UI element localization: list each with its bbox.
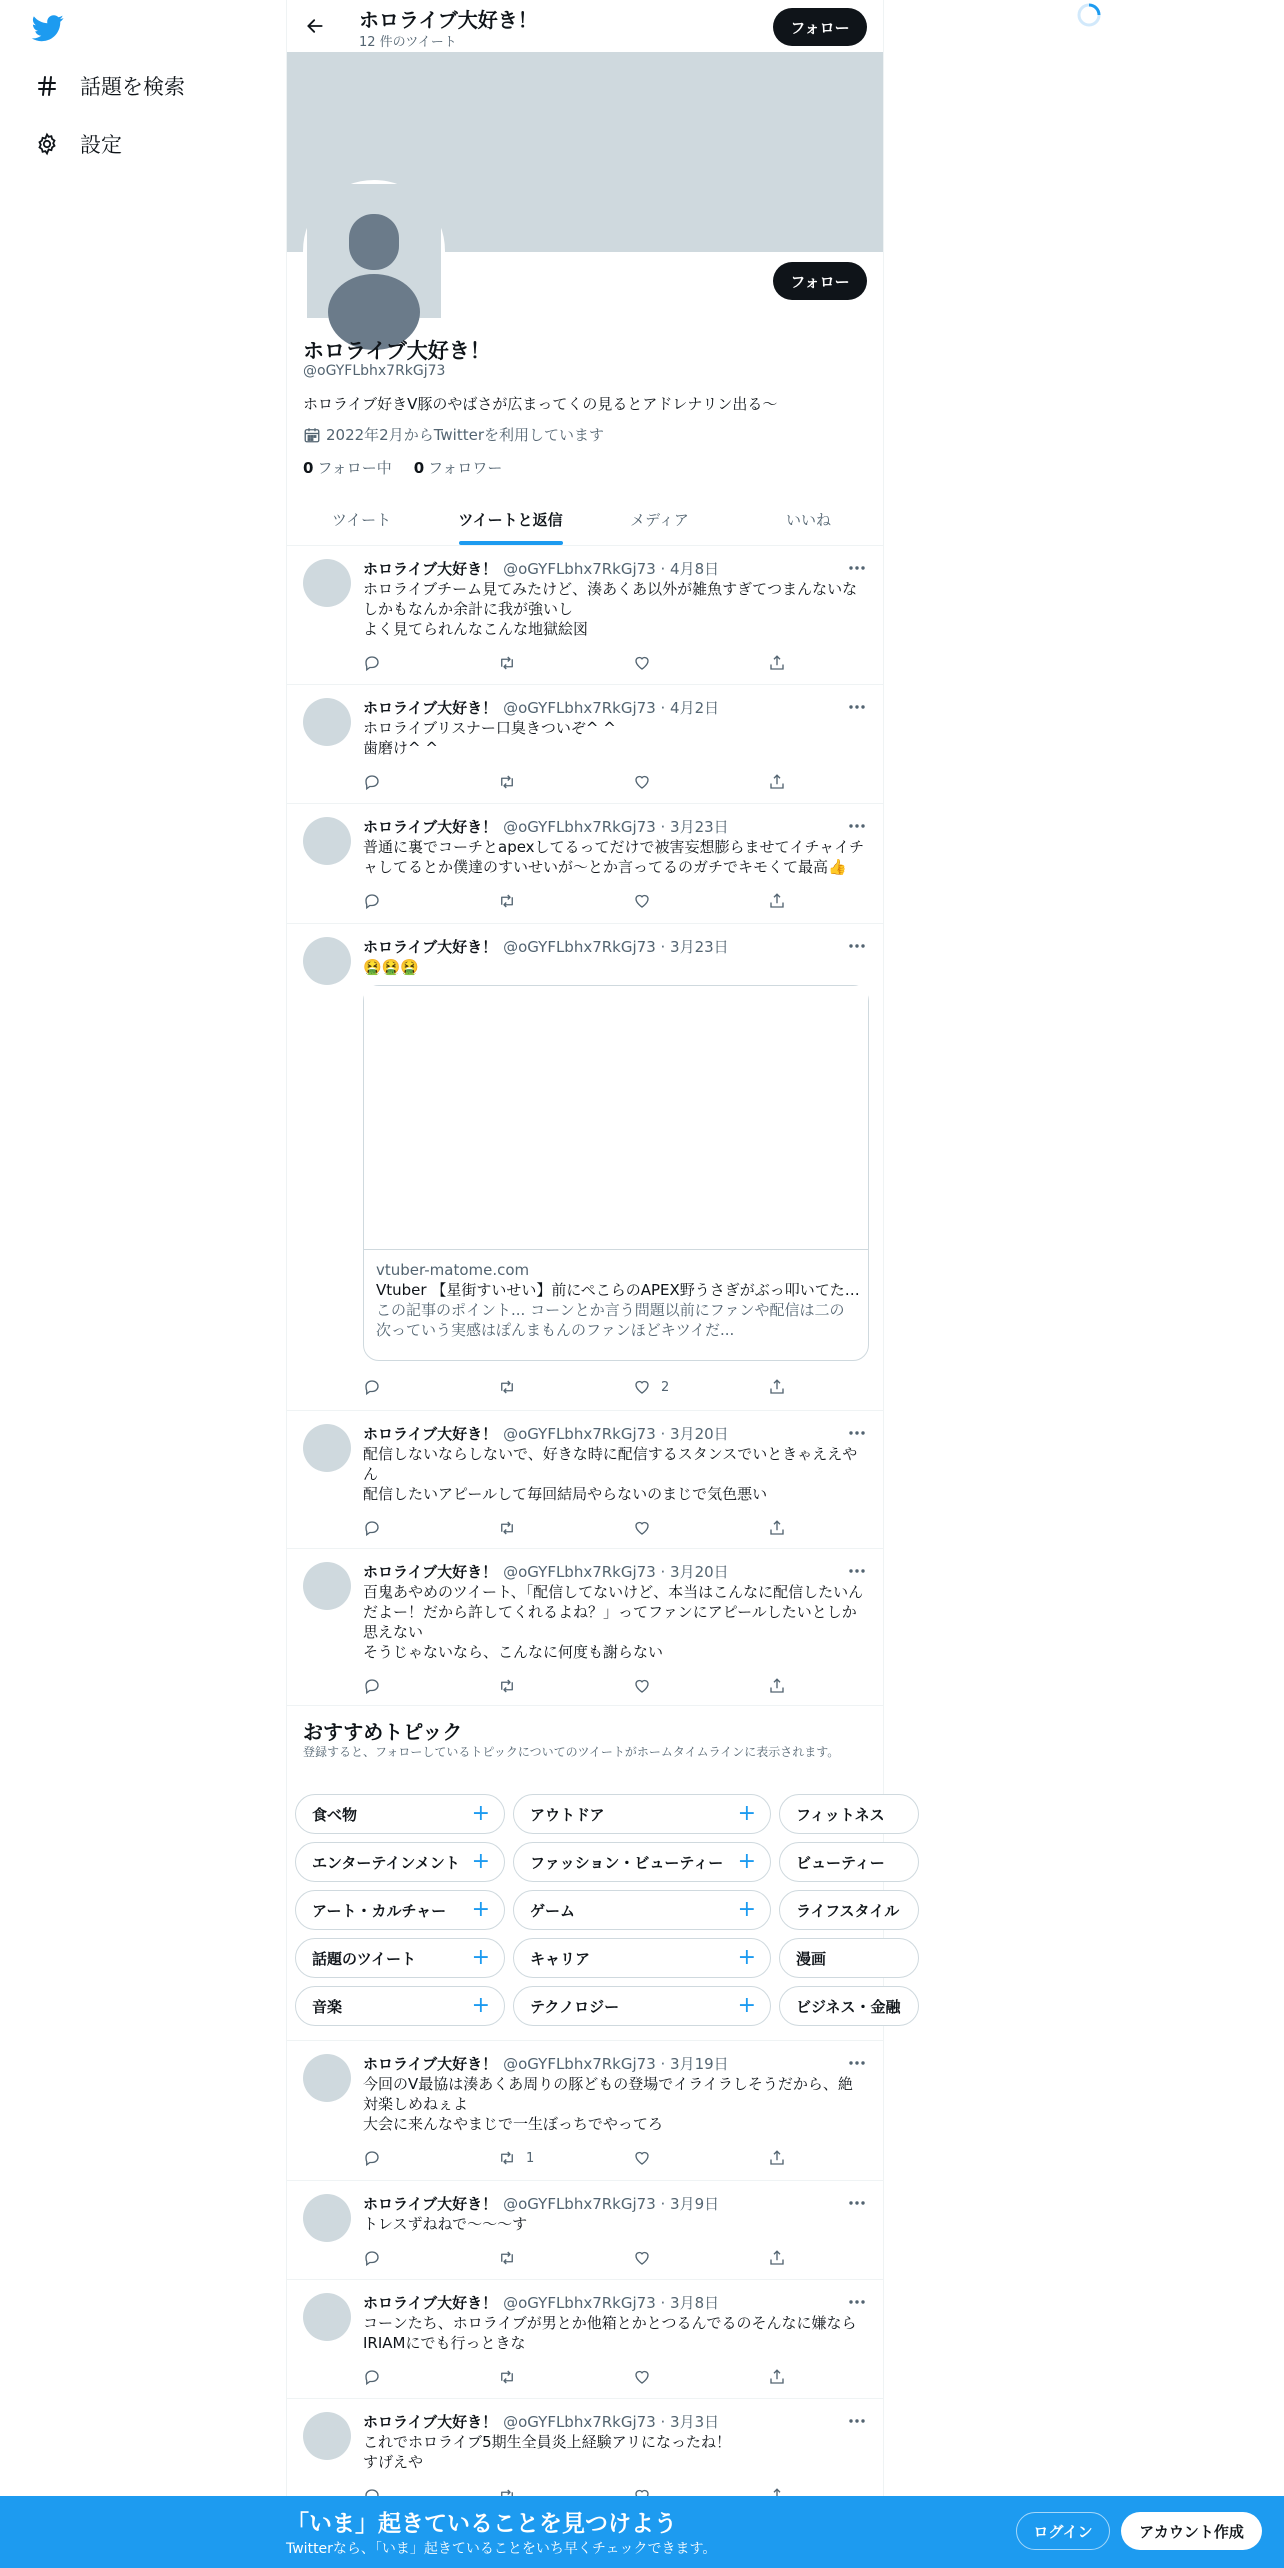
tab-likes[interactable]: いいね (785, 511, 831, 529)
plus-icon: + (737, 1945, 756, 1970)
like-button[interactable] (633, 889, 768, 913)
share-button[interactable] (768, 651, 793, 675)
tweet-avatar[interactable] (303, 1424, 351, 1472)
share-icon (768, 1677, 786, 1695)
calendar-icon (303, 426, 321, 444)
retweet-icon (498, 654, 516, 672)
share-button[interactable] (768, 889, 793, 913)
link-card-description: この記事のポイント... コーンとか言う問題以前にファンや配信は二の次っていう実感はぽんまもんのファンほどキツイだ... (376, 1301, 845, 1339)
tweet-text: 百鬼あやめのツイート、「配信してないけど、本当はこんなに配信したいんだよー！だから許してくれるよね？」ってファンにアピールしたいとしか思えない そうじゃないなら、こんなに何度も謝らない (363, 1583, 864, 1661)
tweet-avatar[interactable] (303, 559, 351, 607)
gear-icon (34, 131, 60, 157)
tweet-text: コーンたち、ホロライブが男とか他箱とかとつるんでるのそんなに嫌ならIRIAMにでも行っときな (363, 2314, 857, 2352)
signup-prompt-bar (0, 2496, 1284, 2568)
tweet[interactable] (287, 1550, 883, 1706)
retweet-button[interactable] (498, 2246, 633, 2270)
tweet-meta[interactable]: @oGYFLbhx7RkGj73 · 3月20日 (503, 1562, 729, 1581)
recommended-topics (287, 1706, 901, 2041)
like-button[interactable] (633, 1516, 768, 1540)
tweet-text: 今回のV最協は湊あくあ周りの豚どもの登場でイライラしそうだから、絶対楽しめねぇよ 大会に来んなやまじで一生ぼっちでやってろ (363, 2075, 853, 2133)
tweet-avatar[interactable] (303, 2293, 351, 2341)
tweet-avatar[interactable] (303, 1562, 351, 1610)
reply-button[interactable] (363, 1375, 498, 1399)
more-options-icon[interactable] (845, 1422, 869, 1444)
retweet-button[interactable] (498, 1516, 633, 1540)
topics-title: おすすめトピック (303, 1720, 463, 1744)
tweet[interactable] (287, 805, 883, 924)
tweet-avatar[interactable] (303, 2194, 351, 2242)
reply-button[interactable] (363, 889, 498, 913)
plus-icon: + (471, 1801, 490, 1826)
link-card-image (364, 986, 868, 1250)
share-button[interactable] (768, 1674, 793, 1698)
heart-icon (633, 654, 651, 672)
profile-timeline-column (286, 0, 901, 2568)
tweet-avatar[interactable] (303, 2412, 351, 2460)
followers-link[interactable]: 0 フォロワー (413, 459, 503, 477)
reply-button[interactable] (363, 1674, 498, 1698)
share-icon (768, 892, 786, 910)
more-options-icon[interactable] (845, 815, 869, 837)
topic-chip[interactable]: ビジネス・金融 (779, 1986, 919, 2026)
twitter-bird-icon[interactable] (32, 12, 64, 44)
share-icon (768, 773, 786, 791)
heart-icon (633, 892, 651, 910)
heart-icon (633, 773, 651, 791)
tweet-actions (363, 2246, 793, 2270)
tweet-author-name[interactable]: ホロライブ大好き！ (363, 559, 498, 578)
reply-icon (363, 892, 381, 910)
tweet-avatar[interactable] (303, 698, 351, 746)
link-card-domain: vtuber-matome.com (376, 1261, 530, 1279)
reply-button[interactable] (363, 2146, 498, 2170)
profile-avatar[interactable] (303, 180, 445, 322)
tweet[interactable] (287, 686, 883, 804)
retweet-icon (498, 2249, 516, 2267)
share-icon (768, 2249, 786, 2267)
profile-follow-button[interactable]: フォロー (773, 262, 867, 300)
profile-name: ホロライブ大好き！ (303, 339, 491, 363)
heart-icon (633, 1677, 651, 1695)
share-button[interactable] (768, 2146, 793, 2170)
signup-prompt-title: 「いま」起きていることを見つけよう (286, 2511, 677, 2537)
retweet-button[interactable] (498, 770, 633, 794)
like-button[interactable] (633, 1375, 768, 1399)
tweet-text: ホロライブチーム見てみたけど、湊あくあ以外が雑魚すぎてつまんないな しかもなんか余計に我が強いし よく見てられんなこんな地獄絵図 (363, 580, 858, 638)
tab-tweets-and-replies[interactable]: ツイートと返信 (436, 494, 585, 545)
share-button[interactable] (768, 1375, 793, 1399)
retweet-button[interactable] (498, 2365, 633, 2389)
more-options-icon[interactable] (845, 557, 869, 579)
share-icon (768, 1519, 786, 1537)
reply-icon (363, 2368, 381, 2386)
topic-chip[interactable]: 話題のツイート + (295, 1938, 505, 1978)
tweet-meta[interactable]: @oGYFLbhx7RkGj73 · 3月23日 (503, 937, 729, 956)
tweet-meta[interactable]: @oGYFLbhx7RkGj73 · 3月23日 (503, 817, 729, 836)
reply-icon (363, 2249, 381, 2267)
tweet-author-name[interactable]: ホロライブ大好き！ (363, 1562, 498, 1581)
tweet-meta[interactable]: @oGYFLbhx7RkGj73 · 4月2日 (503, 698, 720, 717)
tweet[interactable] (287, 2182, 883, 2280)
retweet-button[interactable] (498, 889, 633, 913)
retweet-icon (498, 1519, 516, 1537)
tweet-avatar[interactable] (303, 2054, 351, 2102)
topic-chip[interactable]: ライフスタイル (779, 1890, 919, 1930)
more-options-icon[interactable] (845, 2192, 869, 2214)
login-button[interactable]: ログイン (1016, 2512, 1110, 2550)
tweet[interactable] (287, 2281, 883, 2399)
tweet-author-name[interactable]: ホロライブ大好き！ (363, 1424, 498, 1443)
topic-chip[interactable]: ファッション・ビューティー + (513, 1842, 771, 1882)
tweet-meta[interactable]: @oGYFLbhx7RkGj73 · 3月3日 (503, 2412, 720, 2431)
tweet-author-name[interactable]: ホロライブ大好き！ (363, 2293, 498, 2312)
header-tweet-count: 12 件のツイート (359, 35, 457, 50)
reply-button[interactable] (363, 1516, 498, 1540)
tweet[interactable] (287, 925, 883, 1411)
share-button[interactable] (768, 1516, 793, 1540)
tweet-avatar[interactable] (303, 817, 351, 865)
plus-icon: + (471, 1897, 490, 1922)
heart-icon (633, 2149, 651, 2167)
more-options-icon[interactable] (845, 696, 869, 718)
topic-chip[interactable]: アウトドア + (513, 1794, 771, 1834)
retweet-icon (498, 1677, 516, 1695)
tweet-text: これでホロライブ5期生全員炎上経験アリになったね！ すげえや (363, 2433, 732, 2471)
share-icon (768, 654, 786, 672)
profile-handle: @oGYFLbhx7RkGj73 (303, 363, 446, 379)
tweet-meta[interactable]: @oGYFLbhx7RkGj73 · 3月20日 (503, 1424, 729, 1443)
retweet-button[interactable] (498, 1375, 633, 1399)
hashtag-icon (34, 73, 60, 99)
tweet-actions (363, 889, 793, 913)
like-button[interactable] (633, 1674, 768, 1698)
tweet-text: トレスずねねで〜〜〜す (363, 2215, 528, 2233)
plus-icon: + (737, 1993, 756, 2018)
profile-stats (303, 457, 524, 478)
tweet-actions (363, 651, 793, 675)
share-button[interactable] (768, 2365, 793, 2389)
reply-button[interactable] (363, 651, 498, 675)
heart-icon (633, 2249, 651, 2267)
heart-icon (633, 1378, 651, 1396)
heart-icon (633, 1519, 651, 1537)
topic-chip[interactable]: アート・カルチャー + (295, 1890, 505, 1930)
retweet-icon (498, 892, 516, 910)
topic-chip[interactable]: 漫画 (779, 1938, 919, 1978)
share-icon (768, 2368, 786, 2386)
topics-subtitle: 登録すると、フォローしているトピックについてのツイートがホームタイムラインに表示されます。 (303, 1745, 840, 1759)
tweet-author-name[interactable]: ホロライブ大好き！ (363, 698, 498, 717)
tweet-text: 普通に裏でコーチとapexしてるってだけで被害妄想膨らませてイチャイチャしてるとか僕達のすいせいが〜とか言ってるのガチでキモくて最高👍 (363, 838, 865, 876)
topic-chip[interactable]: ゲーム + (513, 1890, 771, 1930)
retweet-icon (498, 2149, 516, 2167)
topic-chip[interactable]: エンターテインメント + (295, 1842, 505, 1882)
more-options-icon[interactable] (845, 935, 869, 957)
link-card-title: Vtuber 【星街すいせい】前にぺこらのAPEX野うさぎがぶっ叩いてた… (376, 1281, 860, 1299)
tweet-actions (363, 2365, 793, 2389)
tweet[interactable] (287, 1412, 883, 1549)
tweet[interactable] (287, 547, 883, 685)
nav-explore-label: 話題を検索 (80, 75, 185, 99)
more-options-icon[interactable] (845, 2410, 869, 2432)
reply-icon (363, 654, 381, 672)
signup-prompt-subtitle: Twitterなら、「いま」起きていることをいち早くチェックできます。 (286, 2541, 717, 2557)
topic-chip[interactable]: 食べ物 + (295, 1794, 505, 1834)
more-options-icon[interactable] (845, 2291, 869, 2313)
following-link[interactable]: 0 フォロー中 (303, 459, 392, 477)
reply-icon (363, 2149, 381, 2167)
tweet-actions (363, 1375, 793, 1399)
retweet-button[interactable] (498, 2146, 633, 2170)
plus-icon: + (471, 1945, 490, 1970)
profile-bio: ホロライブ好きV豚のやばさが広まってくの見るとアドレナリン出る〜 (303, 395, 778, 413)
header-follow-button[interactable]: フォロー (773, 8, 867, 46)
like-button[interactable] (633, 770, 768, 794)
topic-chip[interactable]: キャリア + (513, 1938, 771, 1978)
like-button[interactable] (633, 651, 768, 675)
retweet-button[interactable] (498, 1674, 633, 1698)
share-button[interactable] (768, 2246, 793, 2270)
tab-media[interactable]: メディア (630, 511, 689, 529)
tweet-author-name[interactable]: ホロライブ大好き！ (363, 2412, 498, 2431)
topic-chip[interactable]: テクノロジー + (513, 1986, 771, 2026)
tweet-meta[interactable]: @oGYFLbhx7RkGj73 · 3月9日 (503, 2194, 720, 2213)
tweet-actions (363, 1674, 793, 1698)
share-button[interactable] (768, 770, 793, 794)
tweet-text: 🤮🤮🤮 (363, 958, 420, 976)
loading-spinner-icon (1076, 2, 1102, 28)
profile-tabs (287, 494, 883, 546)
link-card[interactable] (363, 985, 869, 1361)
nav-explore[interactable] (34, 66, 185, 106)
tweet-actions (363, 2146, 793, 2170)
nav-settings-label: 設定 (80, 133, 122, 157)
tweet-avatar[interactable] (303, 937, 351, 985)
tweet-actions (363, 1516, 793, 1540)
plus-icon: + (471, 1993, 490, 2018)
reply-icon (363, 1519, 381, 1537)
reply-button[interactable] (363, 770, 498, 794)
tweet-meta[interactable]: @oGYFLbhx7RkGj73 · 3月8日 (503, 2293, 720, 2312)
plus-icon: + (737, 1849, 756, 1874)
reply-button[interactable] (363, 2365, 498, 2389)
heart-icon (633, 2368, 651, 2386)
tweet-author-name[interactable]: ホロライブ大好き！ (363, 817, 498, 836)
topic-chip[interactable]: 音楽 + (295, 1986, 505, 2026)
share-icon (768, 2149, 786, 2167)
like-button[interactable] (633, 2246, 768, 2270)
retweet-icon (498, 773, 516, 791)
retweet-icon (498, 1378, 516, 1396)
signup-button[interactable]: アカウント作成 (1121, 2512, 1262, 2550)
retweet-count: 1 (526, 2150, 535, 2166)
tweet-author-name[interactable]: ホロライブ大好き！ (363, 937, 498, 956)
tweet-author-name[interactable]: ホロライブ大好き！ (363, 2054, 498, 2073)
profile-joined-date (303, 424, 604, 445)
reply-button[interactable] (363, 2246, 498, 2270)
back-arrow-icon[interactable] (299, 10, 331, 42)
like-button[interactable] (633, 2146, 768, 2170)
share-icon (768, 1378, 786, 1396)
topic-chip[interactable]: ビューティー (779, 1842, 919, 1882)
plus-icon: + (737, 1897, 756, 1922)
plus-icon: + (737, 1801, 756, 1826)
reply-icon (363, 773, 381, 791)
retweet-icon (498, 2368, 516, 2386)
reply-icon (363, 1378, 381, 1396)
like-count: 2 (661, 1379, 670, 1395)
tweet-text: ホロライブリスナー口臭きついぞ^ ^ 歯磨け^ ^ (363, 719, 616, 757)
like-button[interactable] (633, 2365, 768, 2389)
header-profile-name: ホロライブ大好き！ (359, 8, 538, 32)
more-options-icon[interactable] (845, 1560, 869, 1582)
tweet-text: 配信しないならしないで、好きな時に配信するスタンスでいときゃええやん 配信したいアピールして毎回結局やらないのまじで気色悪い (363, 1445, 858, 1503)
tweet-author-name[interactable]: ホロライブ大好き！ (363, 2194, 498, 2213)
more-options-icon[interactable] (845, 2052, 869, 2074)
topic-chip[interactable]: フィットネス (779, 1794, 919, 1834)
profile-header-bar (287, 0, 883, 52)
profile-joined-text: 2022年2月からTwitterを利用しています (326, 426, 604, 444)
tweet[interactable] (287, 2042, 883, 2181)
reply-icon (363, 1677, 381, 1695)
tweet-actions (363, 770, 793, 794)
nav-settings[interactable] (34, 124, 122, 164)
retweet-button[interactable] (498, 651, 633, 675)
tweet-meta[interactable]: @oGYFLbhx7RkGj73 · 3月19日 (503, 2054, 729, 2073)
plus-icon: + (471, 1849, 490, 1874)
tab-tweets[interactable]: ツイート (331, 511, 392, 529)
tweet-meta[interactable]: @oGYFLbhx7RkGj73 · 4月8日 (503, 559, 720, 578)
